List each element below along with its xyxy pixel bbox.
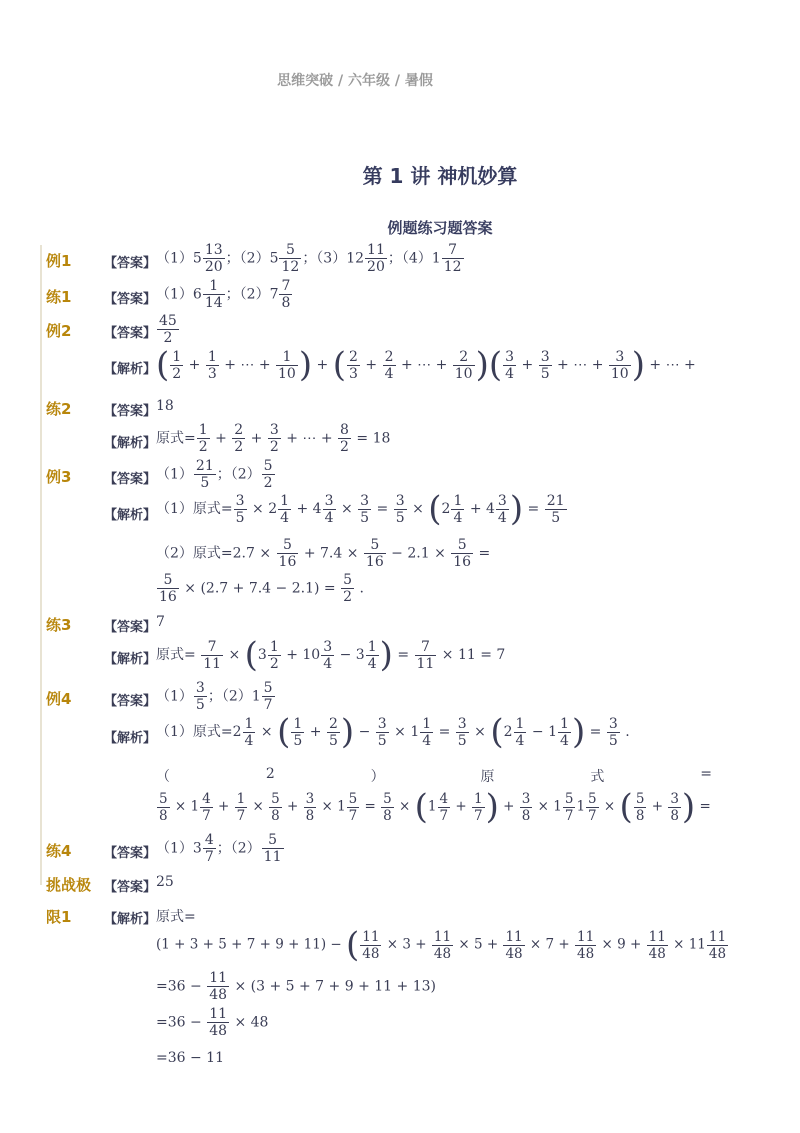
li2-analysis: ( $\frac{1}{2}$ + $\frac{1}{3}$ + ⋯ + $\frac{1}{10}$ ) + ( $\frac{2}{3}$ + $\frac{2}{4}$ + ⋯ + $\frac{2}{10}$ )( $\frac{3}{4}$ + $\frac{3}{5}$ + ⋯ + $\frac{3}{10}$ ) + ⋯ + (156, 345, 696, 385)
li3-analysis-3: $\frac{5}{16}$ × (2.7 + 7.4 − 2.1) = $\frac{5}{2}$ . (159, 572, 364, 605)
analysis-label: 【解析】 (104, 652, 157, 667)
section-subtitle: 例题练习题答案 (387, 219, 493, 237)
li3-answer: （1） $\frac{21}{5}$ ；（2） $\frac{5}{2}$ (156, 458, 273, 491)
xian1-line-3: =36 − $\frac{11}{48}$ × 48 (156, 1006, 269, 1039)
answer-label: 【答案】 (104, 472, 157, 487)
tag-li2: 例2 (46, 322, 72, 340)
answer-label: 【答案】 (104, 846, 157, 861)
analysis-label: 【解析】 (104, 731, 157, 746)
answer-label: 【答案】 (104, 404, 157, 419)
li4-analysis-3: $\frac{5}{8}$ × 1 $\frac{4}{7}$ + $\frac{1}{7}$ × $\frac{5}{8}$ + $\frac{3}{8}$ × 1 $\frac{5}{7}$ = $\frac{5}{8}$ × (1 $\frac{4}{7}$ + $\frac{1}{7}$ ) + $\frac{3}{8}$ × 1 $\frac{5}{7}$ 1 $\frac{5}{7}$ × ( $\frac{5}{8}$ + $\frac{3}{8}$ ) = (159, 787, 711, 827)
answer-label: 【答案】 (104, 292, 157, 307)
left-margin-rule (40, 245, 42, 885)
lian1-answer: （1）6 $\frac{1}{14}$ ；（2）7 $\frac{7}{8}$ (156, 278, 291, 311)
tag-li3: 例3 (46, 468, 72, 486)
lecture-title: 第 1 讲 神机妙算 (362, 164, 518, 188)
answer-label: 【答案】 (104, 326, 157, 341)
tag-lian3: 练3 (46, 616, 72, 634)
li4-answer: （1） $\frac{3}{5}$ ；（2）1 $\frac{5}{7}$ (156, 680, 273, 713)
tag-lian4: 练4 (46, 842, 72, 860)
paren-close: ） (370, 769, 385, 785)
lian2-answer: 18 (156, 398, 174, 414)
tag-lian2: 练2 (46, 400, 72, 418)
answer-label: 【答案】 (104, 256, 157, 271)
tag-li1: 例1 (46, 252, 72, 270)
xian1-analysis: 原式= (156, 909, 196, 925)
analysis-label: 【解析】 (104, 508, 157, 523)
lian4-answer: （1）3 $\frac{4}{7}$ ；（2） $\frac{5}{11}$ (156, 832, 282, 865)
word-shi: 式 (590, 769, 605, 785)
li2-answer: $\frac{45}{2}$ (159, 313, 177, 346)
lian3-answer: 7 (156, 614, 165, 630)
xian1-line-4: =36 − 11 (156, 1050, 224, 1066)
li3-analysis-1: （1）原式= $\frac{3}{5}$ × 2 $\frac{1}{4}$ + 4 $\frac{3}{4}$ × $\frac{3}{5}$ = $\frac{3}{5}$ × (2 $\frac{1}{4}$ + 4 $\frac{3}{4}$ ) = $\frac{21}{5}$ (156, 489, 565, 529)
paren-open: （ (156, 769, 170, 785)
page-header-breadcrumb: 思维突破 / 六年级 / 暑假 (277, 73, 433, 89)
tag-tiaozhan: 挑战极 (46, 876, 92, 894)
li1-answer: （1）5 $\frac{13}{20}$ ；（2）5 $\frac{5}{12}$ ；（3）12 $\frac{11}{20}$ ；（4）1 $\frac{7}{12}$ (156, 242, 462, 275)
analysis-label: 【解析】 (104, 912, 157, 927)
answer-label: 【答案】 (104, 694, 157, 709)
analysis-label: 【解析】 (104, 362, 157, 377)
xian1-line-1: (1 + 3 + 5 + 7 + 9 + 11) − ( $\frac{11}{48}$ × 3 + $\frac{11}{48}$ × 5 + $\frac{11}{48}$ × 7 + $\frac{11}{48}$ × 9 + $\frac{11}{48}$ × 11 $\frac{11}{48}$ (156, 925, 727, 965)
li4-analysis-2 (156, 766, 712, 786)
analysis-label: 【解析】 (104, 436, 157, 451)
part-number: 2 (265, 766, 275, 782)
answer-label: 【答案】 (104, 620, 157, 635)
tag-xian1: 限1 (46, 908, 72, 926)
li3-analysis-2: （2）原式=2.7 × $\frac{5}{16}$ + 7.4 × $\frac{5}{16}$ − 2.1 × $\frac{5}{16}$ = (156, 537, 491, 570)
li4-analysis-1: （1）原式=2 $\frac{1}{4}$ × ( $\frac{1}{5}$ + $\frac{2}{5}$ ) − $\frac{3}{5}$ × 1 $\frac{1}{4}$ = $\frac{3}{5}$ × (2 $\frac{1}{4}$ − 1 $\frac{1}{4}$ ) = $\frac{3}{5}$ . (156, 712, 630, 752)
equals-sign: = (700, 766, 712, 782)
xian1-line-2: =36 − $\frac{11}{48}$ × (3 + 5 + 7 + 9 + 11 + 13) (156, 970, 436, 1003)
tag-li4: 例4 (46, 690, 72, 708)
tag-lian1: 练1 (46, 288, 72, 306)
lian2-analysis: 原式= $\frac{1}{2}$ + $\frac{2}{2}$ + $\frac{3}{2}$ + ⋯ + $\frac{8}{2}$ = 18 (156, 422, 391, 455)
lian3-analysis: 原式= $\frac{7}{11}$ × (3 $\frac{1}{2}$ + 10 $\frac{3}{4}$ − 3 $\frac{1}{4}$ ) = $\frac{7}{11}$ × 11 = 7 (156, 635, 506, 675)
word-yuan: 原 (480, 769, 495, 785)
answer-label: 【答案】 (104, 880, 157, 895)
tiaozhan-answer: 25 (156, 874, 174, 890)
